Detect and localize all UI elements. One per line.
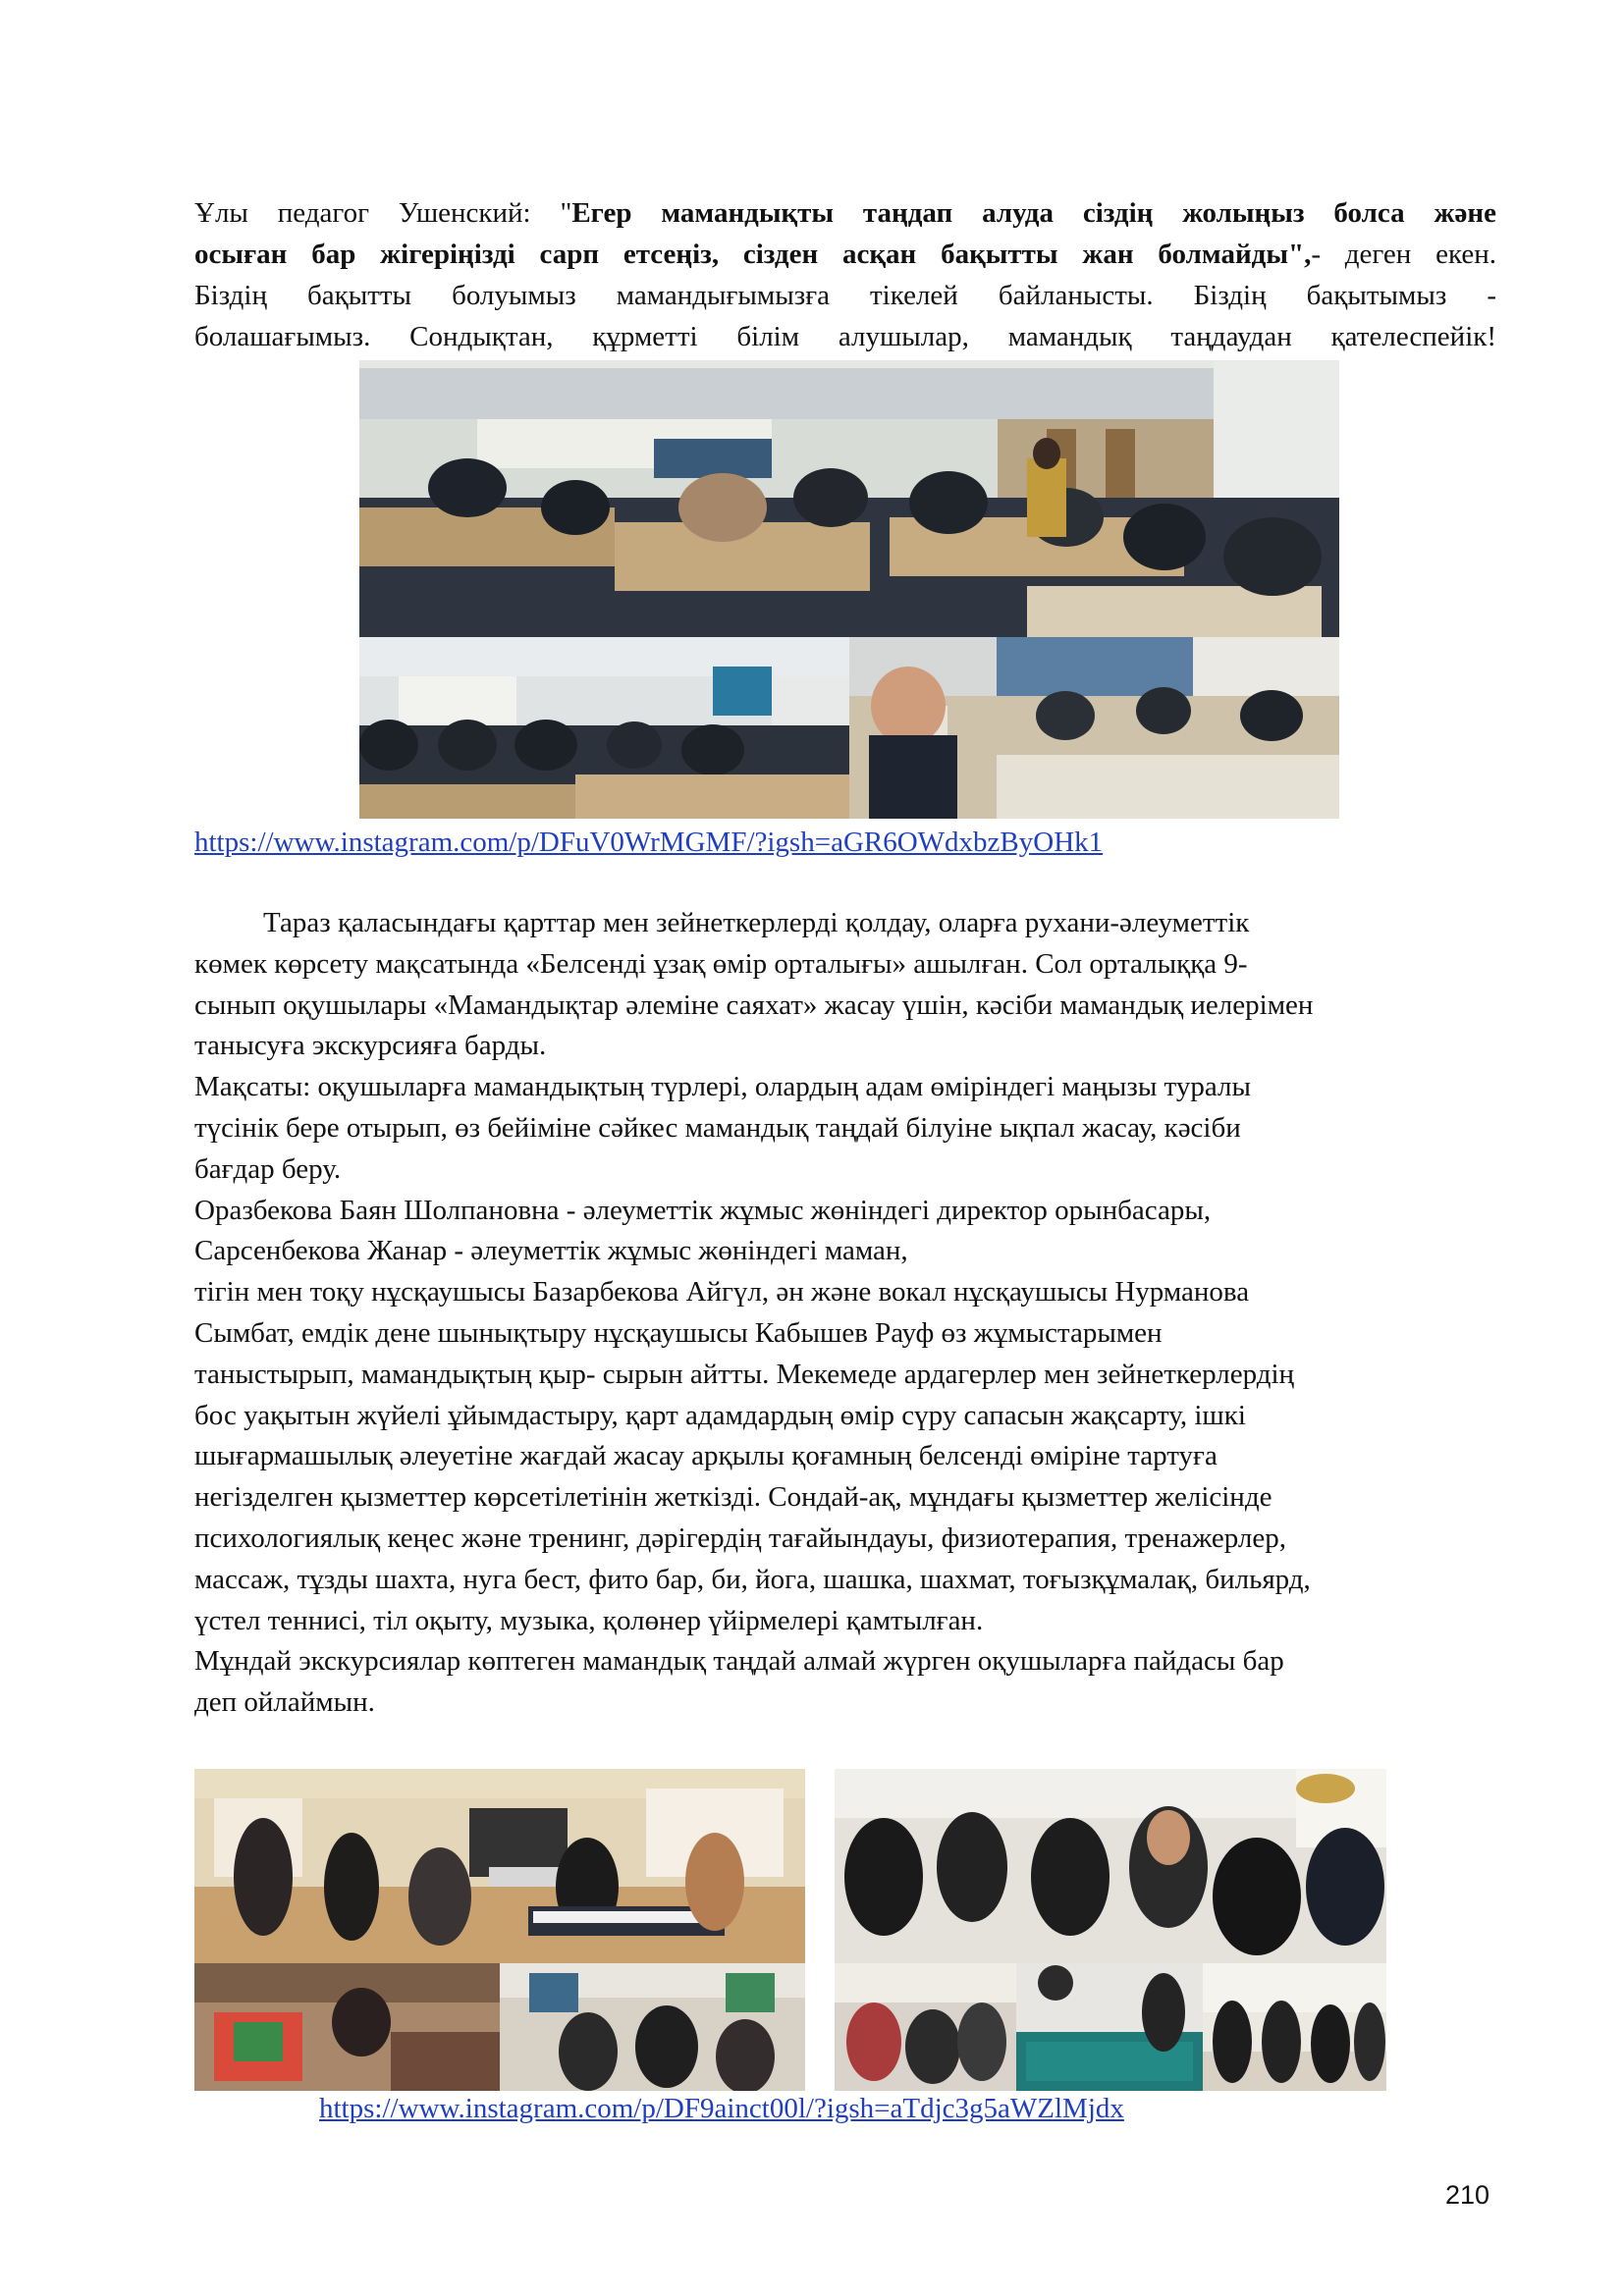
body-line: танысуға экскурсияға барды. [194, 1030, 547, 1062]
body-line: бағдар беру. [194, 1152, 342, 1185]
body-line: таныстырып, мамандықтың қыр- сырын айтты. Мекемеде ардагерлер мен зейнеткерлердің [194, 1358, 1295, 1390]
intro-paragraph [194, 192, 1496, 357]
excursion-photo-right-top [835, 1769, 1386, 1963]
page-number: 210 [1445, 2180, 1490, 2210]
excursion-photo-left-bottom-2 [500, 1963, 805, 2091]
intro-line-3: Біздің бақытты болуымыз мамандығымызға тікелей байланысты. Біздің бақытымыз - [194, 280, 1496, 311]
body-line: деп ойлаймын. [194, 1686, 375, 1719]
intro-line-4: болашағымыз. Сондықтан, құрметті білім алушылар, мамандық таңдаудан қателеспейік! [194, 321, 1496, 352]
excursion-photo-right-bottom-1 [835, 1963, 1016, 2091]
classroom-photo-top [359, 360, 1339, 637]
body-line: психологиялық кеңес және тренинг, дәрігердің тағайындауы, физиотерапия, тренажерлер, [194, 1522, 1286, 1554]
body-line: Тараз қаласындағы қарттар мен зейнеткерлерді қолдау, оларға рухани-әлеуметтік [263, 907, 1250, 938]
instagram-link-1[interactable]: https://www.instagram.com/p/DFuV0WrMGMF/?igsh=aGR6OWdxbzByOHk1 [194, 827, 1104, 858]
body-line: Мақсаты: оқушыларға мамандықтың түрлері, олардың адам өміріндегі маңызы туралы [194, 1071, 1251, 1103]
body-line: көмек көрсету мақсатында «Белсенді ұзақ өмір орталығы» ашылған. Сол орталыққа 9- [194, 947, 1248, 980]
body-line: Сарсенбекова Жанар - әлеуметтік жұмыс жөніндегі маман, [194, 1235, 908, 1267]
body-line: Сымбат, емдік дене шынықтыру нұсқаушысы Кабышев Рауф өз жұмыстарымен [194, 1316, 1163, 1349]
body-line: түсінік бере отырып, өз бейіміне сәйкес мамандық таңдай білуіне ықпал жасау, кәсіби [194, 1111, 1241, 1144]
body-line: шығармашылық әлеуетіне жағдай жасау арқылы қоғамның белсенді өміріне тартуға [194, 1440, 1218, 1472]
classroom-photo-bottom-right [849, 637, 1339, 819]
excursion-photo-left-top [194, 1769, 805, 1963]
body-line: массаж, тұзды шахта, нуга бест, фито бар, би, йога, шашка, шахмат, тоғызқұмалақ, бильярд, [194, 1563, 1311, 1595]
intro-line-1: Ұлы педагог Ушенский: "Егер мамандықты таңдап алуда сіздің жолыңыз болса және [194, 197, 1497, 229]
body-line: тігін мен тоқу нұсқаушысы Базарбекова Айгүл, ән және вокал нұсқаушысы Нурманова [194, 1276, 1250, 1308]
instagram-link-2[interactable]: https://www.instagram.com/p/DF9ainct00l/?igsh=aTdjc3g5aWZlMjdx [319, 2093, 1124, 2124]
excursion-photo-right-bottom-3 [1203, 1963, 1386, 2091]
excursion-photo-left-bottom-1 [194, 1963, 500, 2091]
classroom-photo-bottom-left [359, 637, 849, 819]
body-paragraph [194, 903, 1496, 1724]
body-line: үстел теннисі, тіл оқыту, музыка, қолөнер үйірмелері қамтылған. [194, 1604, 984, 1636]
excursion-photo-right-bottom-2 [1016, 1963, 1203, 2091]
body-line: Мұндай экскурсиялар көптеген мамандық таңдай алмай жүрген оқушыларға пайдасы бар [194, 1645, 1284, 1678]
body-line: Оразбекова Баян Шолпановна - әлеуметтік жұмыс жөніндегі директор орынбасары, [194, 1194, 1212, 1226]
intro-line-2: осыған бар жігеріңізді сарп етсеңіз, сізден асқан бақытты жан болмайды",- деген екен. [194, 239, 1496, 270]
body-line: сынып оқушылары «Мамандықтар әлеміне саяхат» жасау үшін, кәсіби мамандық иелерімен [194, 988, 1314, 1021]
body-line: бос уақытын жүйелі ұйымдастыру, қарт адамдардың өмір сүру сапасын жақсарту, ішкі [194, 1399, 1246, 1431]
body-line: негізделген қызметтер көрсетілетінін жеткізді. Сондай-ақ, мұндағы қызметтер желісінде [194, 1481, 1272, 1514]
